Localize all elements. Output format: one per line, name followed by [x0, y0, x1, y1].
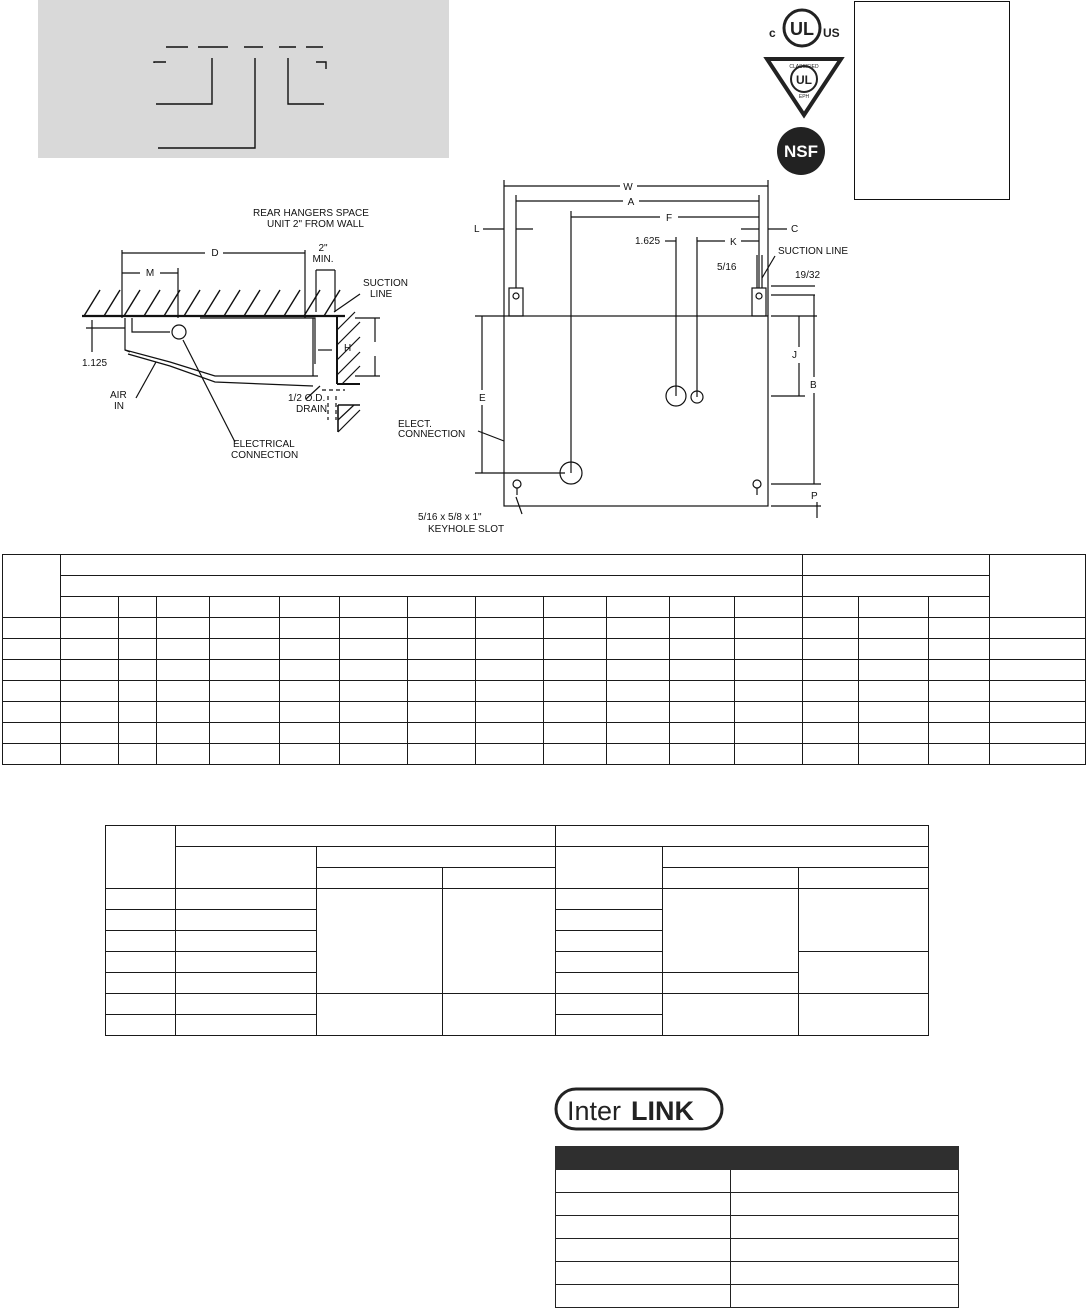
svg-text:IN: IN	[114, 401, 124, 412]
table-row	[3, 660, 1086, 681]
table-row	[3, 618, 1086, 639]
svg-text:W: W	[623, 182, 633, 193]
parts-header	[556, 1147, 959, 1170]
svg-text:US: US	[823, 26, 840, 40]
model-number-breakdown-lines	[38, 0, 449, 158]
svg-text:L: L	[474, 224, 480, 235]
ul-classified-mark	[763, 55, 845, 122]
svg-text:UNIT 2" FROM WALL: UNIT 2" FROM WALL	[267, 219, 364, 230]
svg-text:2": 2"	[318, 243, 328, 254]
svg-text:1/2 O.D.: 1/2 O.D.	[288, 393, 326, 404]
svg-text:C: C	[791, 224, 799, 235]
specifications-table	[2, 554, 1086, 765]
svg-text:AIR: AIR	[110, 390, 127, 401]
svg-text:MIN.: MIN.	[312, 254, 334, 265]
table-row	[556, 1285, 959, 1308]
svg-text:ELECT.: ELECT.	[398, 419, 432, 430]
model-number-panel	[38, 0, 449, 158]
svg-text:E: E	[479, 393, 486, 404]
svg-text:F: F	[665, 213, 673, 224]
svg-text:1.625: 1.625	[635, 236, 661, 247]
svg-text:CLASSIFIED: CLASSIFIED	[789, 64, 819, 70]
table-row	[3, 744, 1086, 765]
electrical-table	[105, 825, 929, 1036]
svg-text:5/16: 5/16	[717, 262, 737, 273]
top-view-diagram	[395, 175, 865, 540]
table-row	[106, 994, 929, 1015]
table-row	[3, 681, 1086, 702]
svg-text:LINK: LINK	[631, 1096, 694, 1126]
interlink-parts-table	[555, 1146, 959, 1308]
side-view-diagram	[70, 200, 408, 470]
nsf-mark	[773, 126, 829, 181]
svg-text:NSF: NSF	[784, 142, 818, 161]
c-ul-us-listed-mark	[763, 6, 847, 55]
svg-text:D: D	[211, 248, 219, 259]
spec-header-row	[3, 555, 1086, 576]
svg-text:B: B	[810, 380, 817, 391]
svg-text:UL: UL	[796, 73, 812, 87]
ul-text: UL	[790, 19, 814, 39]
svg-text:Inter: Inter	[567, 1096, 622, 1126]
table-row	[556, 1262, 959, 1285]
table-row	[556, 1239, 959, 1262]
svg-text:19/32: 19/32	[795, 270, 821, 281]
svg-text:SUCTION: SUCTION	[363, 278, 408, 289]
svg-text:REAR HANGERS SPACE: REAR HANGERS SPACE	[253, 208, 369, 219]
svg-text:EPH: EPH	[798, 94, 810, 100]
svg-text:J: J	[792, 350, 797, 361]
table-row	[556, 1216, 959, 1239]
table-row	[3, 723, 1086, 744]
table-row	[556, 1193, 959, 1216]
info-box	[854, 1, 1010, 200]
svg-text:SUCTION LINE: SUCTION LINE	[778, 246, 849, 257]
table-row	[3, 639, 1086, 660]
svg-text:M: M	[145, 268, 155, 279]
table-row	[3, 702, 1086, 723]
svg-text:LINE: LINE	[370, 289, 393, 300]
svg-text:5/16 x 5/8 x 1": 5/16 x 5/8 x 1"	[418, 512, 482, 523]
interlink-logo	[553, 1086, 733, 1143]
table-row	[106, 889, 929, 910]
svg-text:DRAIN: DRAIN	[296, 404, 328, 415]
svg-text:H: H	[344, 343, 352, 354]
svg-text:ELECTRICAL: ELECTRICAL	[233, 439, 295, 450]
svg-text:CONNECTION: CONNECTION	[231, 450, 299, 461]
svg-text:CONNECTION: CONNECTION	[398, 429, 466, 440]
svg-text:KEYHOLE SLOT: KEYHOLE SLOT	[428, 524, 505, 535]
svg-text:A: A	[627, 197, 635, 208]
table-row	[556, 1170, 959, 1193]
svg-text:K: K	[730, 237, 737, 248]
svg-text:c: c	[769, 26, 776, 40]
svg-text:1.125: 1.125	[82, 358, 108, 369]
svg-text:P: P	[811, 491, 818, 502]
